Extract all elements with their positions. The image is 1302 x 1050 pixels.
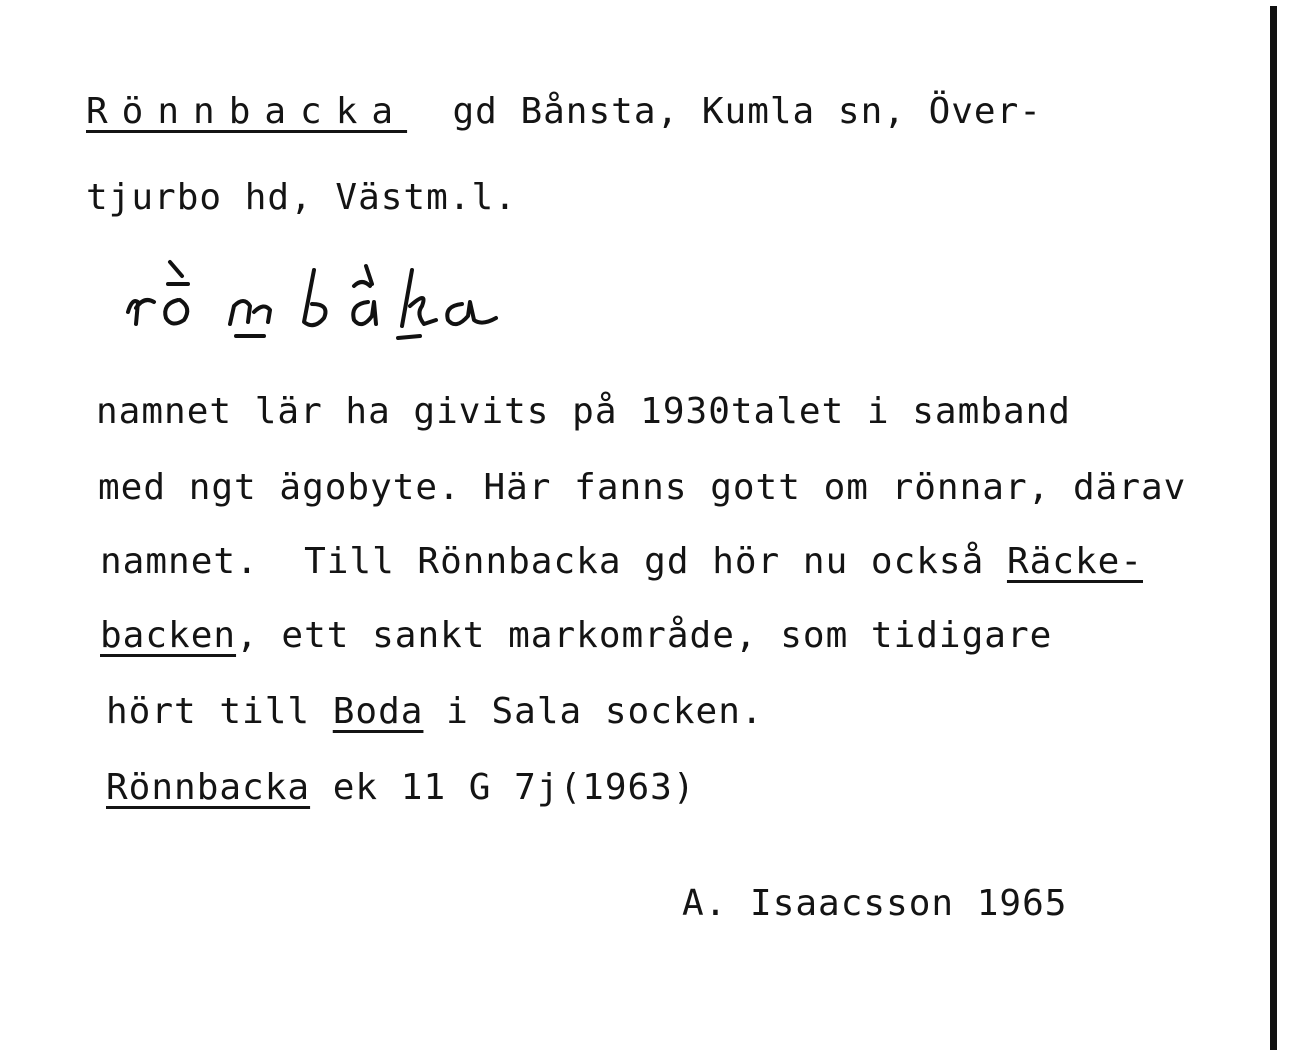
body-line-1: namnet lär ha givits på 1930talet i samband <box>96 391 1071 432</box>
signature: A. Isaacsson 1965 <box>682 883 1068 924</box>
body-line-4 <box>100 616 1052 656</box>
underlined-name-boda: Boda <box>332 691 424 732</box>
reference-name: Rönnbacka <box>106 767 311 808</box>
location-text: gd Bånsta, Kumla sn, Över- <box>452 91 1042 132</box>
body-line-5 <box>106 692 764 732</box>
underlined-name-racke: Räcke- <box>1006 541 1143 582</box>
body-line-5-text: hört till <box>106 691 333 732</box>
body-line-5-rest: i Sala socken. <box>423 691 764 732</box>
card-edge <box>1270 6 1277 1050</box>
location-line-2: tjurbo hd, Västm.l. <box>86 177 517 218</box>
body-line-4-text: , ett sankt markområde, som tidigare <box>236 615 1053 656</box>
reference-text: ek 11 G 7j(1963) <box>310 767 696 808</box>
reference-line <box>106 768 696 808</box>
body-line-3-text: namnet. Till Rönnbacka gd hör nu också <box>100 541 1007 582</box>
body-line-2: med ngt ägobyte. Här fanns gott om rönnar, därav <box>98 467 1187 508</box>
underlined-name-backen: backen <box>100 615 237 656</box>
pronunciation-handwritten <box>118 240 518 350</box>
pronunciation-drawing <box>118 240 518 350</box>
heading-line <box>86 92 1042 132</box>
body-line-3 <box>100 542 1143 582</box>
headword: Rönnbacka <box>86 91 408 132</box>
